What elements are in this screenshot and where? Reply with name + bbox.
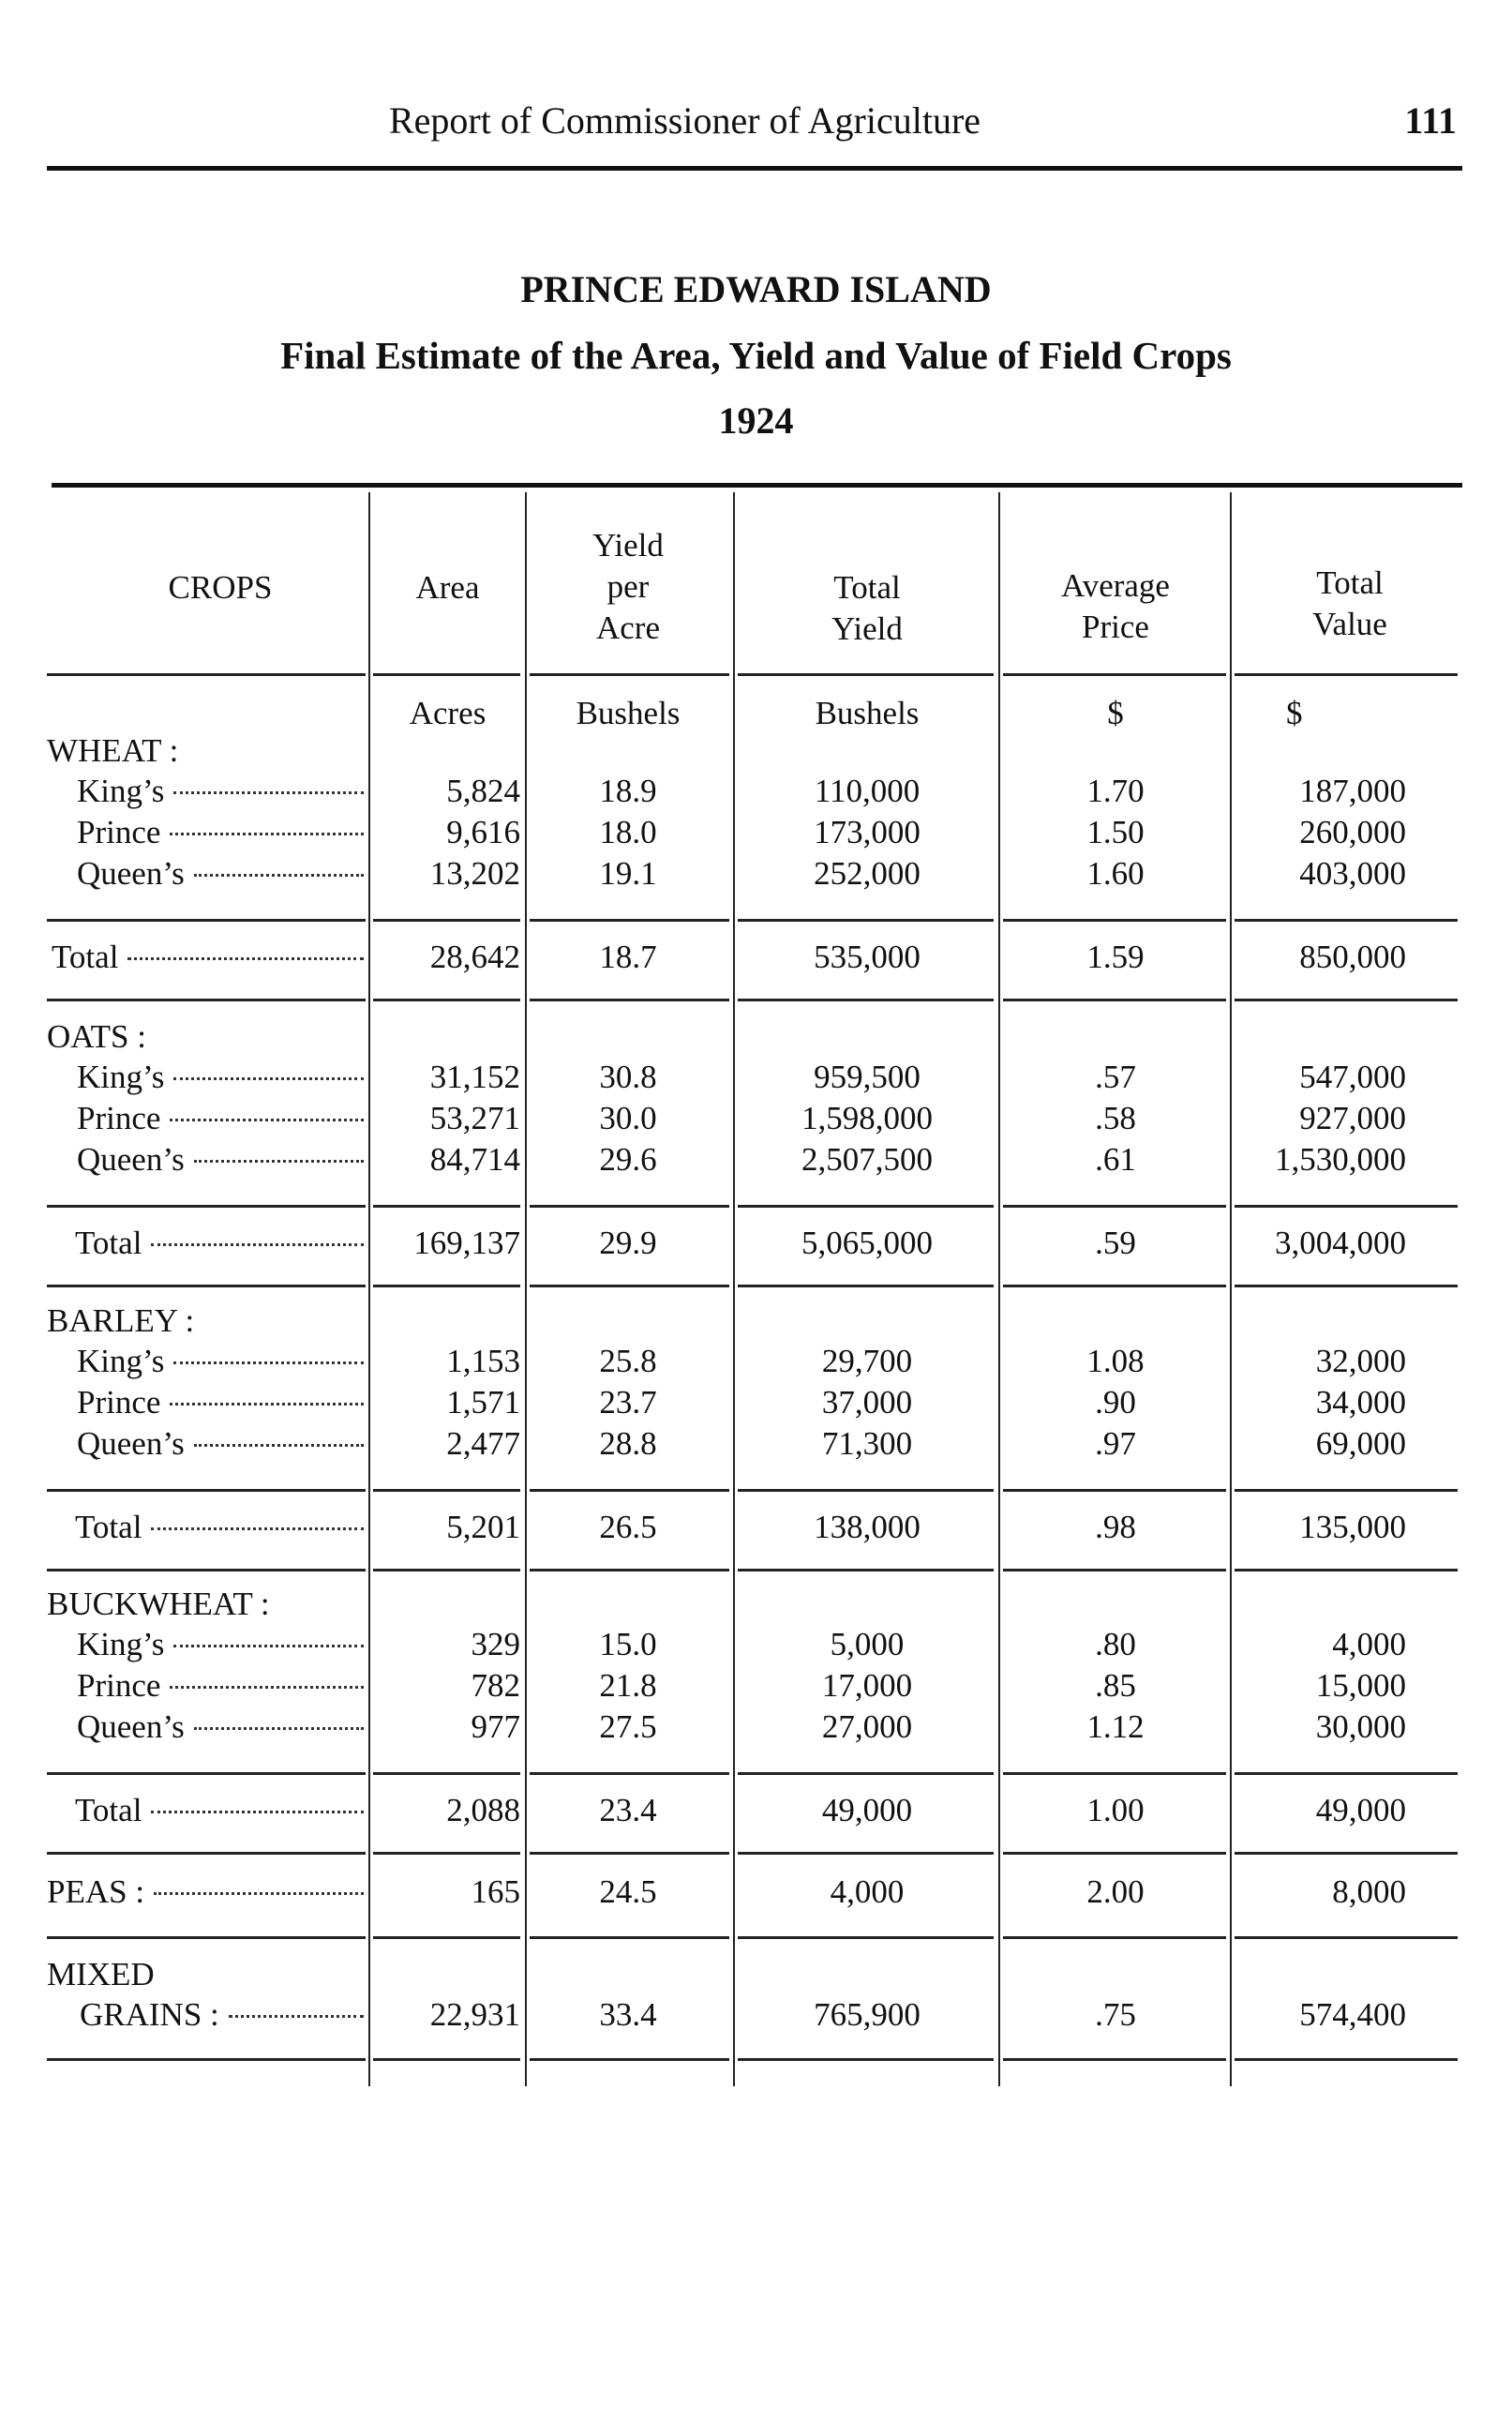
peas-price: 2.00 <box>1086 1873 1145 1910</box>
row-value: 15,000 <box>1315 1667 1406 1704</box>
row-price: 1.50 <box>1086 814 1145 850</box>
row-total-yield: 110,000 <box>814 773 921 809</box>
header-rule <box>47 673 366 676</box>
row-yield: 15.0 <box>599 1626 657 1662</box>
total-rule <box>738 1489 994 1492</box>
row-label-text: Prince <box>77 1667 161 1704</box>
total-rule <box>1235 1852 1458 1855</box>
total-total-yield: 49,000 <box>821 1792 913 1828</box>
leader-dots <box>151 1811 364 1813</box>
row-value: 32,000 <box>1315 1343 1406 1379</box>
total-label-text: Total <box>75 1509 142 1545</box>
column-divider <box>733 492 735 2086</box>
row-total-yield: 37,000 <box>821 1384 913 1421</box>
mixed-grains-value: 574,400 <box>1299 1996 1406 2033</box>
unit-total-yield: Bushels <box>815 695 920 731</box>
peas-label-text: PEAS : <box>47 1873 145 1910</box>
total-rule <box>1235 1772 1458 1775</box>
row-label <box>77 1666 364 1706</box>
unit-price: $ <box>1107 695 1124 731</box>
total-rule <box>530 999 729 1001</box>
row-label-text: King’s <box>77 1343 165 1379</box>
row-area: 9,616 <box>446 814 520 850</box>
total-rule <box>530 919 729 922</box>
row-value: 260,000 <box>1299 814 1406 850</box>
column-divider <box>998 492 1000 2086</box>
row-total-yield: 173,000 <box>814 814 921 850</box>
row-value: 4,000 <box>1332 1626 1406 1662</box>
total-rule <box>373 999 520 1001</box>
row-label-text: Prince <box>77 1384 161 1421</box>
total-rule <box>47 1285 366 1287</box>
table-subtitle: Final Estimate of the Area, Yield and Value of Field Crops <box>280 334 1232 377</box>
header-rule <box>530 673 729 676</box>
leader-dots <box>173 1645 364 1647</box>
row-area: 53,271 <box>429 1100 520 1136</box>
row-yield: 18.0 <box>599 814 657 850</box>
row-area: 329 <box>471 1626 520 1662</box>
row-label <box>77 854 364 894</box>
row-label-text: Queen’s <box>77 855 185 892</box>
total-rule <box>373 1852 520 1855</box>
total-total-yield: 138,000 <box>814 1509 921 1545</box>
row-value: 403,000 <box>1299 855 1406 892</box>
leader-dots <box>194 1444 364 1447</box>
header-crops: CROPS <box>168 569 273 606</box>
row-total-yield: 29,700 <box>821 1343 913 1379</box>
row-rule <box>738 1936 994 1939</box>
total-rule <box>738 999 994 1001</box>
total-value: 49,000 <box>1315 1792 1406 1828</box>
bottom-rule <box>373 2058 520 2061</box>
column-divider <box>1230 492 1232 2086</box>
leader-dots <box>194 874 364 877</box>
total-rule <box>1235 919 1458 922</box>
group-name: BARLEY : <box>47 1302 195 1339</box>
total-rule <box>530 1852 729 1855</box>
leader-dots <box>173 1077 364 1080</box>
row-total-yield: 2,507,500 <box>801 1141 933 1178</box>
row-rule <box>1235 1936 1458 1939</box>
row-price: 1.12 <box>1086 1708 1145 1745</box>
peas-value: 8,000 <box>1332 1873 1406 1910</box>
total-area: 5,201 <box>446 1509 520 1545</box>
row-rule <box>373 1936 520 1939</box>
total-area: 2,088 <box>446 1792 520 1828</box>
total-label <box>75 1508 364 1547</box>
group-name: WHEAT : <box>47 732 179 769</box>
total-rule <box>373 1285 520 1287</box>
total-rule <box>1003 1285 1226 1287</box>
row-yield: 28.8 <box>599 1425 657 1462</box>
total-rule <box>530 1569 729 1571</box>
row-yield: 30.8 <box>599 1059 657 1095</box>
total-yield: 26.5 <box>599 1509 657 1545</box>
leader-dots <box>154 1892 364 1895</box>
mixed-grains-total-yield: 765,900 <box>814 1996 921 2033</box>
peas-yield: 24.5 <box>599 1873 657 1910</box>
total-price: 1.59 <box>1086 939 1145 975</box>
leader-dots <box>151 1243 364 1246</box>
row-area: 2,477 <box>446 1425 520 1462</box>
row-area: 1,571 <box>446 1384 520 1421</box>
unit-value: $ <box>1286 695 1303 731</box>
total-rule <box>530 1489 729 1492</box>
total-label-text: Total <box>52 939 119 975</box>
row-price: 1.08 <box>1086 1343 1145 1379</box>
row-yield: 25.8 <box>599 1343 657 1379</box>
total-yield: 29.9 <box>599 1225 657 1261</box>
row-total-yield: 27,000 <box>821 1708 913 1745</box>
mixed-grains-price: .75 <box>1095 1996 1136 2033</box>
row-label-text: Queen’s <box>77 1141 185 1178</box>
row-value: 927,000 <box>1299 1100 1406 1136</box>
row-area: 84,714 <box>429 1141 520 1178</box>
leader-dots <box>194 1160 364 1163</box>
row-area: 977 <box>471 1708 520 1745</box>
total-yield: 18.7 <box>599 939 657 975</box>
leader-dots <box>170 833 364 835</box>
unit-area: Acres <box>409 695 487 731</box>
total-rule <box>1235 1285 1458 1287</box>
running-title: Report of Commissioner of Agriculture <box>389 99 981 142</box>
column-divider <box>368 492 370 2086</box>
row-label <box>77 1140 364 1180</box>
bottom-rule <box>738 2058 994 2061</box>
total-rule <box>47 999 366 1001</box>
row-rule <box>47 1936 366 1939</box>
table-year: 1924 <box>718 399 794 442</box>
row-price: 1.70 <box>1086 773 1145 809</box>
total-rule <box>530 1285 729 1287</box>
total-rule <box>373 1772 520 1775</box>
bottom-rule <box>1235 2058 1458 2061</box>
bottom-rule <box>530 2058 729 2061</box>
mixed-grains-yield: 33.4 <box>599 1996 657 2033</box>
total-rule <box>1003 1205 1226 1208</box>
total-rule <box>1003 1772 1226 1775</box>
row-label <box>77 1058 364 1097</box>
total-label-text: Total <box>75 1792 142 1828</box>
total-value: 135,000 <box>1299 1509 1406 1545</box>
total-rule <box>1003 1569 1226 1571</box>
total-rule <box>738 1772 994 1775</box>
row-total-yield: 959,500 <box>814 1059 921 1095</box>
leader-dots <box>173 791 364 794</box>
row-total-yield: 5,000 <box>830 1626 905 1662</box>
header-total-yield: Total Yield <box>831 569 903 647</box>
row-price: .61 <box>1095 1141 1136 1178</box>
row-value: 1,530,000 <box>1275 1141 1406 1178</box>
row-yield: 29.6 <box>599 1141 657 1178</box>
total-rule <box>1235 1569 1458 1571</box>
total-rule <box>47 1489 366 1492</box>
row-price: .58 <box>1095 1100 1136 1136</box>
row-total-yield: 17,000 <box>821 1667 913 1704</box>
row-label-text: Queen’s <box>77 1425 185 1462</box>
row-label <box>77 813 364 852</box>
header-area: Area <box>415 569 480 606</box>
total-price: 1.00 <box>1086 1792 1145 1828</box>
row-label <box>77 1707 364 1747</box>
row-area: 5,824 <box>446 773 520 809</box>
leader-dots <box>194 1727 364 1730</box>
table-top-rule <box>52 483 1462 488</box>
header-average-price: Average Price <box>1061 567 1170 645</box>
total-total-yield: 535,000 <box>814 939 921 975</box>
row-price: .80 <box>1095 1626 1136 1662</box>
row-label <box>77 1383 364 1422</box>
header-yield-per-acre: Yield per Acre <box>592 527 664 646</box>
row-value: 30,000 <box>1315 1708 1406 1745</box>
row-yield: 19.1 <box>599 855 657 892</box>
row-area: 31,152 <box>429 1059 520 1095</box>
row-yield: 18.9 <box>599 773 657 809</box>
total-rule <box>373 1205 520 1208</box>
header-rule <box>738 673 994 676</box>
total-rule <box>1003 919 1226 922</box>
total-rule <box>373 1569 520 1571</box>
peas-area: 165 <box>471 1873 520 1910</box>
row-label-text: Prince <box>77 814 161 850</box>
mixed-grains-area: 22,931 <box>429 1996 520 2033</box>
total-rule <box>47 1772 366 1775</box>
total-rule <box>373 1489 520 1492</box>
row-label-text: Queen’s <box>77 1708 185 1745</box>
running-head <box>47 98 1462 171</box>
row-value: 187,000 <box>1299 773 1406 809</box>
unit-yield: Bushels <box>576 695 681 731</box>
total-rule <box>1235 999 1458 1001</box>
bottom-rule <box>1003 2058 1226 2061</box>
table-title: PRINCE EDWARD ISLAND <box>520 268 992 310</box>
header-rule <box>373 673 520 676</box>
row-value: 34,000 <box>1315 1384 1406 1421</box>
row-price: .85 <box>1095 1667 1136 1704</box>
row-value: 547,000 <box>1299 1059 1406 1095</box>
bottom-rule <box>47 2058 366 2061</box>
row-label-text: Prince <box>77 1100 161 1136</box>
row-total-yield: 1,598,000 <box>801 1100 933 1136</box>
total-rule <box>738 1569 994 1571</box>
leader-dots <box>229 2015 364 2018</box>
row-price: .97 <box>1095 1425 1136 1462</box>
total-rule <box>1235 1205 1458 1208</box>
total-rule <box>47 1852 366 1855</box>
row-price: 1.60 <box>1086 855 1145 892</box>
column-divider <box>525 492 527 2086</box>
row-total-yield: 71,300 <box>821 1425 913 1462</box>
row-area: 1,153 <box>446 1343 520 1379</box>
row-label <box>77 772 364 811</box>
row-yield: 21.8 <box>599 1667 657 1704</box>
row-label-text: King’s <box>77 1626 165 1662</box>
row-label-text: King’s <box>77 773 165 809</box>
total-label <box>75 1224 364 1263</box>
mixed-grains-label-1: MIXED <box>47 1956 155 1992</box>
leader-dots <box>170 1686 364 1689</box>
total-rule <box>373 919 520 922</box>
header-rule <box>1003 673 1226 676</box>
total-value: 3,004,000 <box>1275 1225 1406 1261</box>
total-rule <box>47 919 366 922</box>
row-rule <box>530 1936 729 1939</box>
total-rule <box>1003 1489 1226 1492</box>
total-rule <box>47 1569 366 1571</box>
total-rule <box>738 919 994 922</box>
total-label <box>52 938 364 977</box>
total-rule <box>1003 999 1226 1001</box>
row-label-text: King’s <box>77 1059 165 1095</box>
mixed-grains-label-2 <box>80 1995 364 2035</box>
header-rule <box>1235 673 1458 676</box>
row-value: 69,000 <box>1315 1425 1406 1462</box>
leader-dots <box>173 1361 364 1364</box>
page-number: 111 <box>1404 99 1457 142</box>
row-label <box>77 1099 364 1138</box>
total-value: 850,000 <box>1299 939 1406 975</box>
total-area: 169,137 <box>413 1225 520 1261</box>
row-area: 782 <box>471 1667 520 1704</box>
leader-dots <box>151 1527 364 1530</box>
total-price: .59 <box>1095 1225 1136 1261</box>
total-rule <box>1003 1852 1226 1855</box>
row-yield: 23.7 <box>599 1384 657 1421</box>
total-rule <box>1235 1489 1458 1492</box>
total-label <box>75 1791 364 1830</box>
total-total-yield: 5,065,000 <box>801 1225 933 1261</box>
row-label <box>77 1625 364 1664</box>
total-rule <box>738 1852 994 1855</box>
row-price: .90 <box>1095 1384 1136 1421</box>
total-price: .98 <box>1095 1509 1136 1545</box>
row-area: 13,202 <box>429 855 520 892</box>
total-rule <box>738 1205 994 1208</box>
total-rule <box>530 1772 729 1775</box>
group-name: OATS : <box>47 1018 146 1055</box>
row-yield: 30.0 <box>599 1100 657 1136</box>
total-rule <box>530 1205 729 1208</box>
mixed-grains-label-2-text: GRAINS : <box>80 1996 219 2033</box>
leader-dots <box>170 1403 364 1406</box>
row-total-yield: 252,000 <box>814 855 921 892</box>
header-total-value: Total Value <box>1312 564 1387 642</box>
peas-label <box>47 1872 364 1912</box>
row-label <box>77 1342 364 1381</box>
row-yield: 27.5 <box>599 1708 657 1745</box>
total-area: 28,642 <box>429 939 520 975</box>
total-rule <box>47 1205 366 1208</box>
total-label-text: Total <box>75 1225 142 1261</box>
leader-dots <box>170 1119 364 1121</box>
row-rule <box>1003 1936 1226 1939</box>
total-rule <box>738 1285 994 1287</box>
leader-dots <box>127 957 364 960</box>
row-label <box>77 1424 364 1464</box>
row-price: .57 <box>1095 1059 1136 1095</box>
group-name: BUCKWHEAT : <box>47 1586 270 1622</box>
peas-total-yield: 4,000 <box>830 1873 905 1910</box>
total-yield: 23.4 <box>599 1792 657 1828</box>
